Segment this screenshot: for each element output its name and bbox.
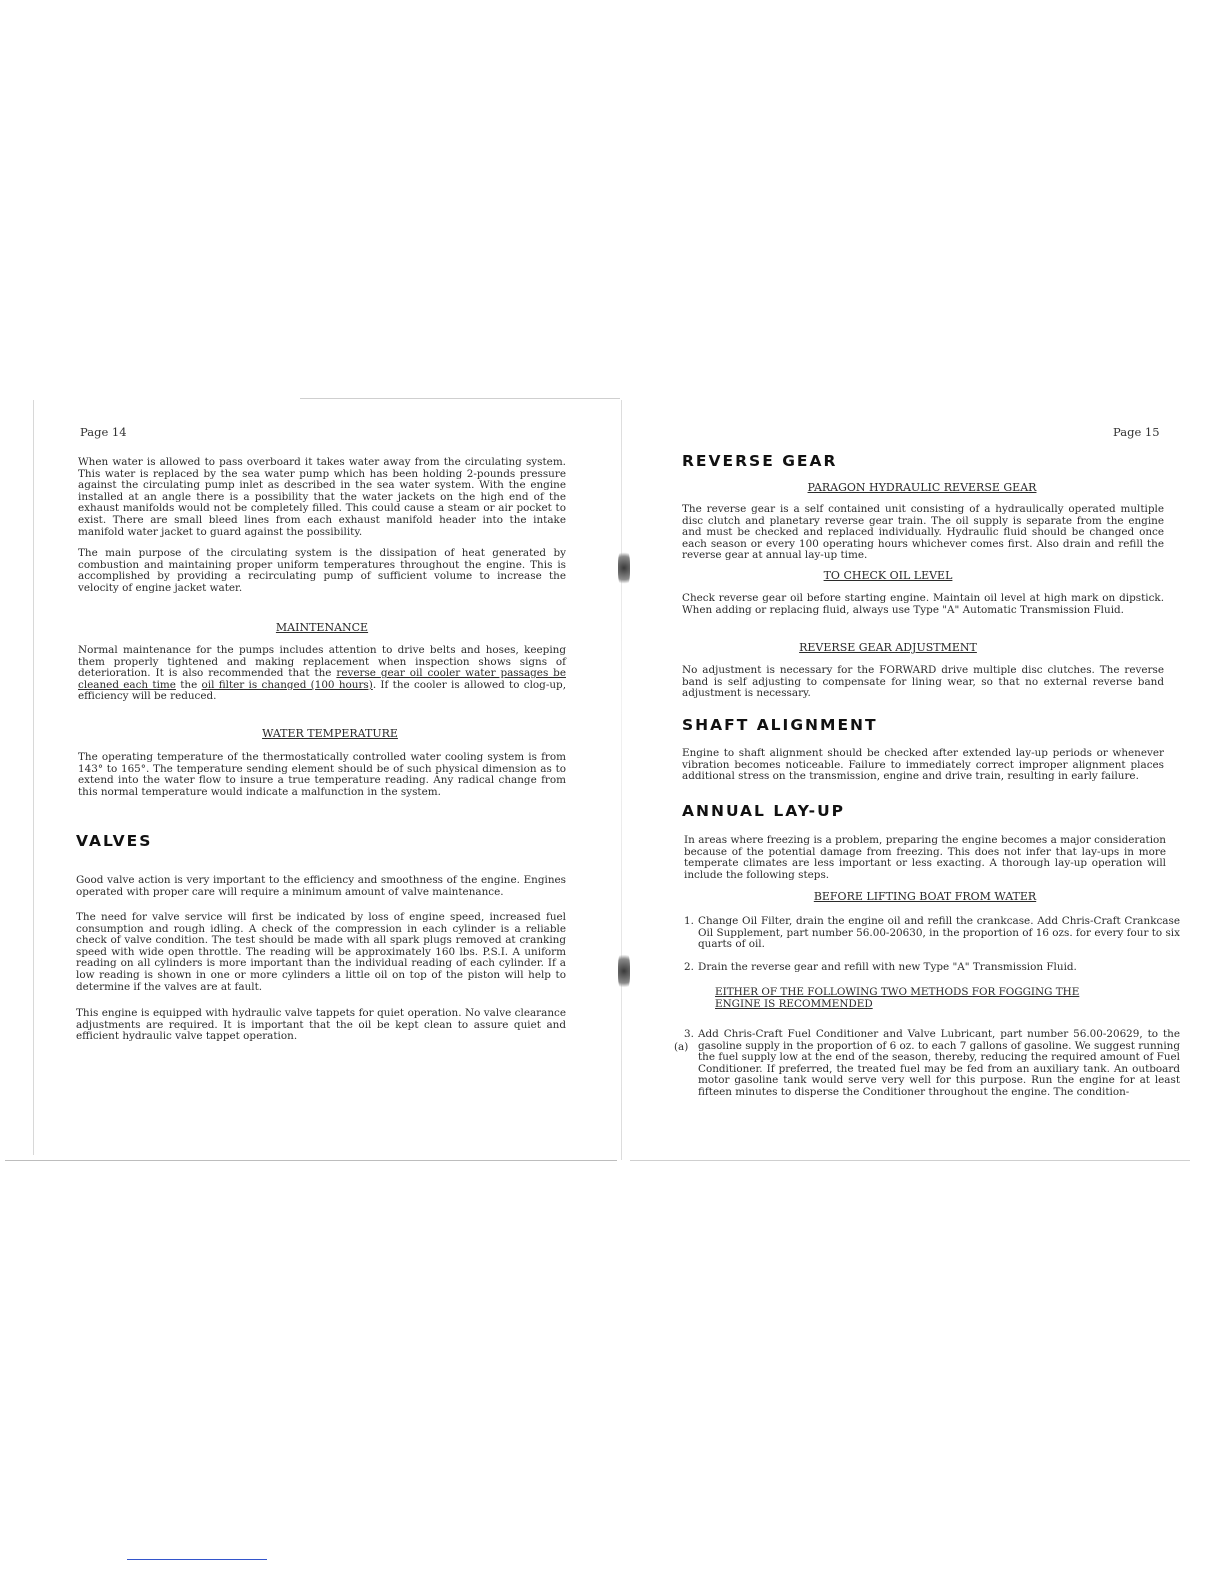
valves-paragraph: Good valve action is very important to the efficiency and smoothness of the engine. Engines operated with proper care will require a minimum amount of valve maintenance.: [76, 874, 566, 898]
check-oil-heading: TO CHECK OIL LEVEL: [823, 569, 953, 582]
maintenance-paragraph: Normal maintenance for the pumps includes attention to drive belts and hoses, keeping them properly tightened and making replacement when inspection shows signs of deterioration. It is also recommended that the reverse gear oil cooler water passages be cleaned each time the oil filter is changed (100 hours). If the cooler is allowed to clog-up, efficiency will be reduced.: [78, 644, 566, 703]
check-oil-paragraph: Check reverse gear oil before starting engine. Maintain oil level at high mark on dipstick. When adding or replacing fluid, always use Type "A" Automatic Transmission Fluid.: [682, 592, 1164, 616]
paragon-subheading: PARAGON HYDRAULIC REVERSE GEAR: [807, 481, 1037, 494]
lay-up-step: 3. Add Chris-Craft Fuel Conditioner and Valve Lubricant, part number 56.00-20629, to the gasoline supply in the proportion of 6 oz. to each 7 gallons of gasoline. We suggest running the fuel supply low at the end of the season, thereby, reducing the required amount of Fuel Conditioner. If preferred, the treated fuel may be fed from an auxiliary tank. An outboard motor gasoline tank would serve very well for this purpose. Run the engine for at least fifteen minutes to disperse the Conditioner throughout the engine. The condition-: [684, 1028, 1180, 1098]
cooler-note: reverse gear oil cooler water passages be cleaned each time: [78, 667, 566, 691]
annual-lay-up-heading: ANNUAL LAY-UP: [682, 802, 846, 820]
annual-lay-up-paragraph: In areas where freezing is a problem, preparing the engine becomes a major consideration because of the potential damage from freezing. This does not infer that lay-ups in more temperate climates are less important or less exacting. A thorough lay-up operation will include the following steps.: [684, 834, 1166, 881]
filter-note: oil filter is changed (100 hours): [201, 678, 373, 691]
lay-up-step: 1. Change Oil Filter, drain the engine oil and refill the crankcase. Add Chris-Craft Crankcase Oil Supplement, part number 56.00-20630, in the proportion of 16 ozs. for every four to six quarts of oil.: [684, 915, 1180, 951]
water-temperature-paragraph: The operating temperature of the thermostatically controlled water cooling system is from 143° to 165°. The temperature sending element should be of such physical dimension as to extend into the water flow to insure a true temperature reading. Any radical change from this normal temperature would indicate a malfunction in the system.: [78, 751, 566, 798]
reverse-gear-adjustment-heading: REVERSE GEAR ADJUSTMENT: [799, 641, 977, 654]
footnote-rule: [127, 1559, 267, 1560]
valves-paragraph: This engine is equipped with hydraulic valve tappets for quiet operation. No valve clearance adjustments are required. It is important that the oil be kept clean to assure quiet and efficient hydraulic valve tappet operation.: [76, 1007, 566, 1043]
page-number: Page 14: [80, 425, 127, 439]
before-lifting-heading: BEFORE LIFTING BOAT FROM WATER: [813, 890, 1037, 903]
maintenance-heading: MAINTENANCE: [275, 621, 369, 634]
intro-paragraph: The main purpose of the circulating system is the dissipation of heat generated by combustion and maintaining proper uniform temperatures throughout the engine. This is accomplished by providing a recirculating pump of sufficient volume to increase the velocity of engine jacket water.: [78, 547, 566, 594]
reverse-gear-adjustment-paragraph: No adjustment is necessary for the FORWARD drive multiple disc clutches. The reverse band is self adjusting to compensate for lining wear, so that no external reverse band adjustment is necessary.: [682, 664, 1164, 700]
left-page: [30, 395, 622, 1165]
valves-paragraph: The need for valve service will first be indicated by loss of engine speed, increased fuel consumption and rough idling. A check of the compression in each cylinder is a reliable check of valve condition. The test should be made with all spark plugs removed at cranking speed with wide open throttle. The reading will be approximately 160 lbs. P.S.I. A uniform reading on all cylinders is more important than the individual reading of each cylinder. If a low reading is shown in one or more cylinders a little oil on top of the piston will help to determine if the valves are at fault.: [76, 911, 566, 993]
shaft-alignment-heading: SHAFT ALIGNMENT: [682, 716, 878, 734]
shaft-alignment-paragraph: Engine to shaft alignment should be checked after extended lay-up periods or whenever vibration becomes noticeable. Failure to immediately correct improper alignment places additional stress on the transmission, engine and drive train, resulting in early failure.: [682, 747, 1164, 783]
fogging-methods-heading: EITHER OF THE FOLLOWING TWO METHODS FOR FOGGING THE ENGINE IS RECOMMENDED: [715, 986, 1080, 1010]
intro-paragraph: When water is allowed to pass overboard it takes water away from the circulating system. This water is replaced by the sea water pump which has been holding 2-pounds pressure against the circulating pump inlet as described in the sea water system. With the engine installed at an angle there is a possibility that the water jackets on the high end of the exhaust manifolds would not be completely filled. This could cause a steam or air pocket to exist. There are small bleed lines from each exhaust manifold header into the intake manifold water jacket to guard against the possibility.: [78, 456, 566, 538]
page-number: Page 15: [1113, 425, 1160, 439]
valves-heading: VALVES: [76, 832, 153, 850]
water-temperature-heading: WATER TEMPERATURE: [262, 727, 398, 740]
reverse-gear-heading: REVERSE GEAR: [682, 452, 838, 470]
sub-step-label: (a): [674, 1041, 689, 1053]
lay-up-step: 2. Drain the reverse gear and refill with new Type "A" Transmission Fluid.: [684, 961, 1077, 973]
right-page: [630, 395, 1200, 1165]
reverse-gear-paragraph: The reverse gear is a self contained unit consisting of a hydraulically operated multiple disc clutch and planetary reverse gear train. The oil supply is separate from the engine and must be checked and replaced individually. Hydraulic fluid should be changed once each season or every 100 operating hours whichever comes first. Also drain and refill the reverse gear at annual lay-up time.: [682, 503, 1164, 562]
